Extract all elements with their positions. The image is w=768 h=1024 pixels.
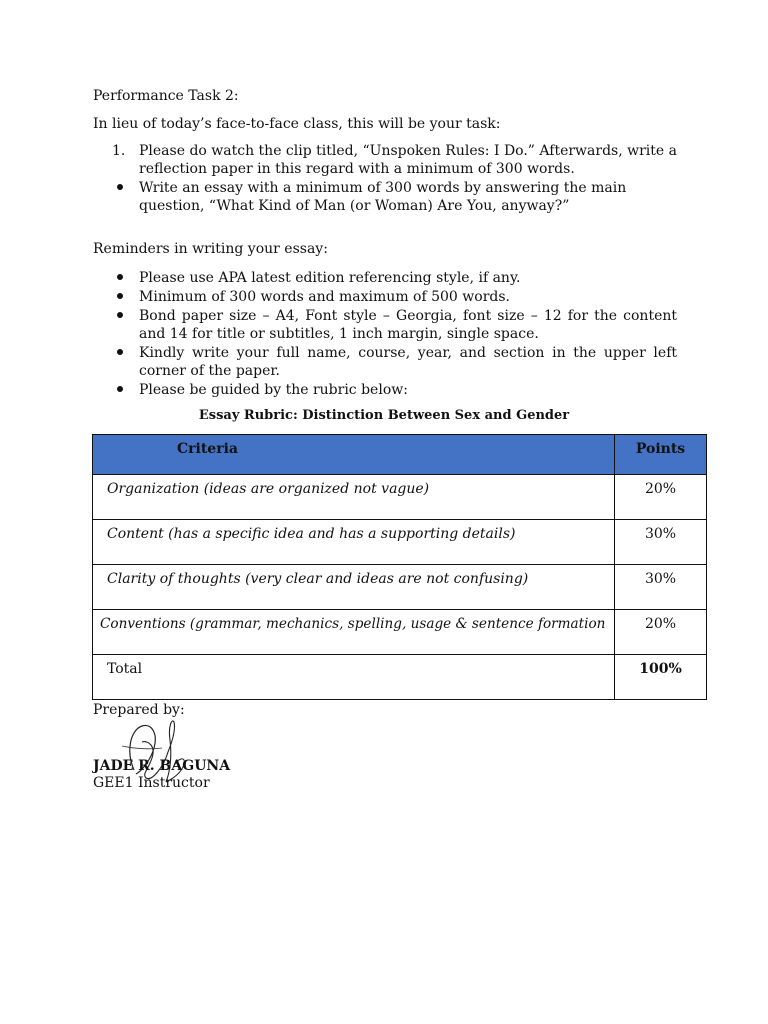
- rubric-header-row: [93, 435, 707, 475]
- points-cell: 20%: [615, 610, 707, 655]
- signatory-title: GEE1 Instructor: [93, 775, 210, 791]
- reminder-text: Please use APA latest edition referencing style, if any.: [139, 270, 521, 286]
- criteria-cell: Clarity of thoughts (very clear and ideas are not confusing): [93, 565, 615, 610]
- bullet-icon: [112, 345, 136, 363]
- reminder-item: [112, 382, 677, 400]
- reminder-text: Minimum of 300 words and maximum of 500 words.: [139, 289, 510, 305]
- reminder-item: [112, 345, 677, 380]
- column-header-points: Points: [615, 435, 707, 475]
- reminder-text: Bond paper size – A4, Font style – Georgia, font size – 12 for the content and 14 for title or subtitles, 1 inch margin, single space.: [139, 308, 677, 342]
- task-item-1: [112, 143, 677, 178]
- task-intro: In lieu of today’s face-to-face class, this will be your task:: [93, 116, 501, 132]
- table-row: [93, 610, 707, 655]
- bullet-icon: [112, 289, 136, 307]
- bullet-icon: [112, 270, 136, 288]
- reminder-text: Please be guided by the rubric below:: [139, 382, 408, 398]
- reminder-item: [112, 289, 677, 307]
- task-heading: Performance Task 2:: [93, 88, 239, 104]
- signatory-name: JADE R. BAGUNA: [93, 758, 231, 774]
- total-points: 100%: [615, 655, 707, 700]
- prepared-by-label: Prepared by:: [93, 702, 185, 718]
- task-text: Please do watch the clip titled, “Unspoken Rules: I Do.” Afterwards, write a reflection paper in this regard with a minimum of 300 words.: [139, 143, 677, 177]
- table-row: [93, 475, 707, 520]
- points-cell: 20%: [615, 475, 707, 520]
- bullet-icon: [112, 382, 136, 400]
- table-row: [93, 520, 707, 565]
- criteria-cell: Organization (ideas are organized not vague): [93, 475, 615, 520]
- total-row: [93, 655, 707, 700]
- points-cell: 30%: [615, 565, 707, 610]
- bullet-icon: [112, 180, 136, 198]
- total-label: Total: [93, 655, 615, 700]
- points-cell: 30%: [615, 520, 707, 565]
- reminder-text: Kindly write your full name, course, year, and section in the upper left corner of the paper.: [139, 345, 677, 379]
- task-number: 1.: [112, 143, 126, 159]
- task-text: Write an essay with a minimum of 300 words by answering the main question, “What Kind of Man (or Woman) Are You, anyway?”: [139, 180, 627, 214]
- table-row: [93, 565, 707, 610]
- criteria-cell: Conventions (grammar, mechanics, spelling, usage & sentence formation: [93, 610, 615, 655]
- reminder-item: [112, 308, 677, 343]
- reminder-item: [112, 270, 677, 288]
- rubric-title: Essay Rubric: Distinction Between Sex and Gender: [198, 408, 570, 423]
- bullet-icon: [112, 308, 136, 326]
- column-header-criteria: Criteria: [93, 435, 615, 475]
- reminders-heading: Reminders in writing your essay:: [93, 241, 328, 257]
- task-item-2: [112, 180, 677, 215]
- rubric-table: [92, 434, 707, 700]
- criteria-cell: Content (has a specific idea and has a supporting details): [93, 520, 615, 565]
